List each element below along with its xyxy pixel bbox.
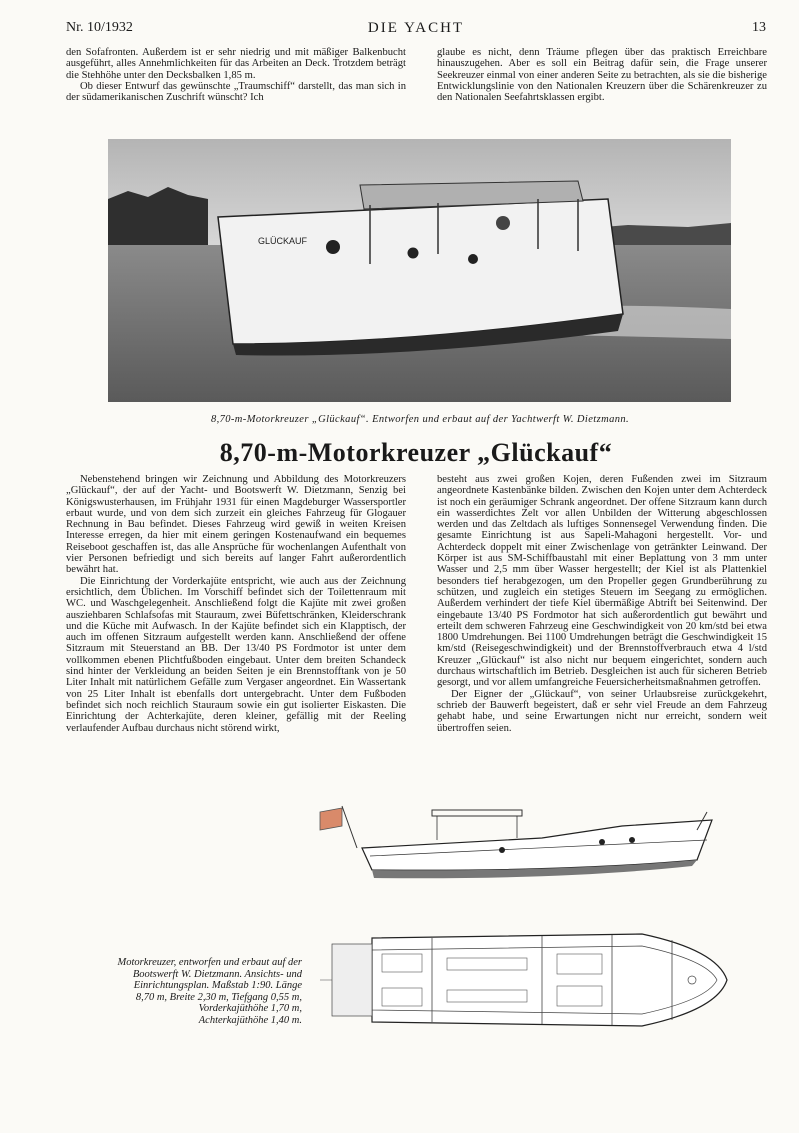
- caption-line: Vorderkajüthöhe 1,70 m,: [198, 1003, 302, 1014]
- top-text-right: [437, 47, 767, 103]
- boat-photo-image: [108, 139, 731, 402]
- paragraph: Die Einrichtung der Vorderkajüte entspricht, wie auch aus der Zeichnung ersichtlich, dem Üblichen. Im Vorschiff befindet sich der Toilettenraum mit WC. und Waschgelegenheit. Anschließend folgt die Kajüte mit zwei großen ausziehbaren Schlafsofas mit Stauraum, zwei Büfettschränken, Kleiderschrank und die Küche mit Aufwasch. In der Kajüte befindet sich ein Klapptisch, der auch im offenen Sitzraum aufgestellt werden kann. Anschließend der offene Sitzraum mit Steuerstand an BB. Der 13/40 PS Fordmotor ist unter dem vollkommen ebenen Plichtfußboden eingebaut. Unter dem breiten Schandeck sind hinter der Verkleidung an beiden Seiten je ein Brennstofftank von je 50 Liter Inhalt mit natürlichem Gefälle zum Vergaser angeordnet. Ein Wassertank von 25 Liter Inhalt ist ebenfalls dort untergebracht. Unter dem Fußboden befindet sich noch reichlich Stauraum sowie ein gut isolierter Eiskasten. Die Einrichtung der Achterkajüte, deren kleiner, gefällig mit der Reeling verlaufender Aufbau durchaus nicht störend wirkt,: [66, 575, 406, 734]
- boat-photo: [108, 139, 731, 402]
- caption-line: 8,70 m, Breite 2,30 m, Tiefgang 0,55 m,: [135, 991, 302, 1003]
- caption-line: Einrichtungsplan. Maßstab 1:90. Länge: [133, 980, 302, 991]
- paragraph: Ob dieser Entwurf das gewünschte „Traumschiff“ darstellt, das man sich in der südamerikanischen Zuschrift wünscht? Ich: [66, 80, 406, 104]
- deck-plan-svg: [312, 930, 732, 1030]
- elevation-svg: [312, 800, 732, 885]
- article-text-left: [66, 474, 406, 734]
- deck-plan-drawing: [312, 930, 732, 1030]
- caption-line: Motorkreuzer, entworfen und erbaut auf der: [117, 957, 302, 968]
- photo-caption: 8,70-m-Motorkreuzer „Glückauf“. Entworfen und erbaut auf der Yachtwerft W. Dietzmann.: [210, 414, 630, 425]
- page-number: 13: [752, 20, 766, 35]
- paragraph: Nebenstehend bringen wir Zeichnung und Abbildung des Motorkreuzers „Glückauf“, der auf der Yacht- und Bootswerft W. Dietzmann, Senzig bei Königswusterhausen, im Frühjahr 1931 für einen Magdeburger Wassersportler erbaut wurde, und von dem sich zurzeit ein gleiches Fahrzeug für Glogauer Rechnung in Bau befindet. Dieses Fahrzeug wird gewiß in weiten Kreisen Interesse erregen, da hier mit einem geringen Kostenaufwand ein bequemes Reiseboot geschaffen ist, das alle Ansprüche für wochenlangen Aufenthalt von vier Personen befriedigt und sich bereits auf langer Fahrt außerordentlich bewährt hat.: [66, 474, 406, 576]
- paragraph: glaube es nicht, denn Träume pflegen über das praktisch Erreichbare hinauszugehen. Aber es soll ein Beitrag dafür sein, die Frage unserer Seekreuzer einmal von einer anderen Seite zu betrachten, als sie die bisherige Entwicklungslinie von den Nationalen Kreuzern über die Schärenkreuzer zu den Nationalen Seefahrtsklassen ergibt.: [437, 47, 767, 104]
- article-title: 8,70-m-Motorkreuzer „Glückauf“: [219, 438, 613, 467]
- paragraph: den Sofafronten. Außerdem ist er sehr niedrig und mit mäßiger Balkenbucht ausgeführt, alles Annehmlichkeiten für das Arbeiten an Deck. Trotzdem beträgt die Stehhöhe unter den Decksbalken 1,85 m.: [66, 47, 406, 81]
- hull-name-label: GLÜCKAUF: [258, 236, 308, 246]
- article-text-right: [437, 474, 767, 734]
- issue-number: Nr. 10/1932: [66, 20, 133, 35]
- magazine-title: DIE YACHT: [367, 20, 465, 36]
- paragraph: Der Eigner der „Glückauf“, von seiner Urlaubsreise zurückgekehrt, schrieb der Bauwerft begeistert, daß er sehr viel Freude an dem Fahrzeug gehabt habe, und seine Erwartungen nicht nur erreicht, sondern weit übertroffen seien.: [437, 688, 767, 734]
- top-text-left: [66, 47, 406, 103]
- caption-line: Bootswerft W. Dietzmann. Ansichts- und: [132, 968, 302, 980]
- page-header: [66, 20, 766, 40]
- side-elevation-drawing: [312, 800, 732, 885]
- caption-line: Achterkajüthöhe 1,40 m.: [198, 1014, 302, 1026]
- drawing-caption: [66, 957, 302, 1026]
- paragraph: besteht aus zwei großen Kojen, deren Fußenden zwei im Sitzraum angeordnete Kastenbänke bilden. Zwischen den Kojen unter dem Achterdeck ist noch ein geräumiger Schrank angeordnet. Der offene Sitzraum kann durch ein wasserdichtes Zelt vor allen Unbilden der Witterung abgeschlossen werden und das Zeltdach als luftiges Sonnensegel Verwendung finden. Die gesamte Einrichtung ist aus Sapeli-Mahagoni hergestellt. Vor- und Achterdeck doppelt mit einer Zwischenlage von getränkter Leinwand. Der Körper ist aus SM-Schiffbaustahl mit einer Beplattung von 3 mm unter Wasser und 2,5 mm über Wasser hergestellt; der Kiel ist als Plattenkiel besonders tief herabgezogen, um den Propeller gegen Grundberührung zu schützen, und zugleich ein stetiges Steuern im Seegang zu ermöglichen. Außerdem verhindert der tiefe Kiel übermäßige Abtrift bei Seitenwind. Der eingebaute 13/40 PS Fordmotor hat sich außerordentlich gut bewährt und erteilt dem schweren Fahrzeug eine Geschwindigkeit von 20 km/std bei etwa 1800 Umdrehungen. Bei 1100 Umdrehungen beträgt die Geschwindigkeit 15 km/std (Reisegeschwindigkeit) und der Brennstoffverbrauch etwa 4 l/std Kreuzer „Glückauf“ ist also nicht nur bequem eingerichtet, sondern auch durchaus wirtschaftlich im Betrieb. Desgleichen ist auch für sicheren Betrieb gesorgt, und vor allem umfangreiche Feuersicherheitsmaßnahmen getroffen.: [437, 474, 767, 689]
